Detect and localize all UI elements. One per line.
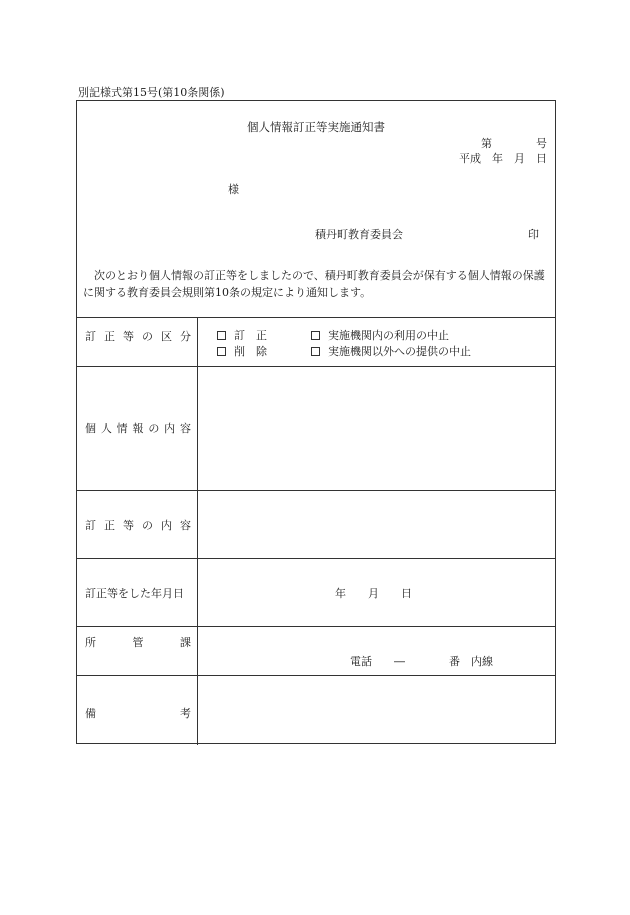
addressee-suffix: 様 bbox=[228, 183, 239, 196]
label-char: 分 bbox=[180, 330, 191, 343]
divider bbox=[77, 558, 555, 559]
label-char: 訂 bbox=[85, 330, 96, 343]
label-char: 等 bbox=[123, 519, 134, 532]
remarks-field[interactable] bbox=[198, 676, 556, 744]
label-char: 区 bbox=[161, 330, 172, 343]
label-char: 個 bbox=[85, 422, 96, 435]
document-date: 平成 年 月 日 bbox=[459, 152, 547, 165]
personal-info-label bbox=[85, 420, 191, 436]
label-char: 容 bbox=[180, 519, 191, 532]
phone-line[interactable]: 電話 ― 番 内線 bbox=[350, 655, 493, 668]
label-char: 内 bbox=[164, 422, 176, 435]
label-char: 報 bbox=[132, 422, 144, 435]
label-char: 訂 bbox=[85, 519, 96, 532]
label-char: の bbox=[142, 330, 153, 343]
document-title: 個人情報訂正等実施通知書 bbox=[247, 120, 385, 134]
correction-content-field[interactable] bbox=[198, 491, 556, 557]
option-stop-provision[interactable]: 実施機関以外への提供の中止 bbox=[311, 343, 471, 359]
divider bbox=[77, 317, 555, 318]
form-number: 別記様式第15号(第10条関係) bbox=[78, 86, 225, 99]
label-char: 内 bbox=[161, 519, 172, 532]
label-char: 正 bbox=[104, 330, 115, 343]
correction-date-label: 訂正等をした年月日 bbox=[85, 587, 184, 600]
remarks-label bbox=[85, 705, 191, 721]
label-char: 課 bbox=[180, 636, 191, 649]
label-char: 備 bbox=[85, 707, 96, 720]
checkbox-icon[interactable] bbox=[217, 347, 226, 356]
correction-content-label bbox=[85, 517, 191, 533]
label-char: の bbox=[142, 519, 153, 532]
checkbox-icon[interactable] bbox=[311, 331, 320, 340]
option-stop-use[interactable]: 実施機関内の利用の中止 bbox=[311, 327, 449, 343]
notice-body: 次のとおり個人情報の訂正等をしましたので、積丹町教育委員会が保有する個人情報の保護に関する教育委員会規則第10条の規定により通知します。 bbox=[83, 269, 545, 299]
label-char: 正 bbox=[104, 519, 115, 532]
label-char: 容 bbox=[179, 422, 191, 435]
label-char: 情 bbox=[116, 422, 128, 435]
label-char: 等 bbox=[123, 330, 134, 343]
label-char: の bbox=[148, 422, 160, 435]
document-number: 第 号 bbox=[481, 137, 547, 150]
checkbox-icon[interactable] bbox=[217, 331, 226, 340]
correction-type-label bbox=[85, 328, 191, 344]
option-correct[interactable]: 訂 正 bbox=[217, 327, 267, 343]
option-delete[interactable]: 削 除 bbox=[217, 343, 267, 359]
checkbox-icon[interactable] bbox=[311, 347, 320, 356]
department-label bbox=[85, 634, 191, 650]
label-char: 所 bbox=[85, 636, 96, 649]
seal-mark: 印 bbox=[528, 228, 539, 241]
issuer-name: 積丹町教育委員会 bbox=[315, 228, 403, 241]
notice-form bbox=[76, 100, 556, 744]
correction-date-value[interactable]: 年 月 日 bbox=[335, 587, 412, 600]
personal-info-field[interactable] bbox=[198, 367, 556, 489]
label-char: 管 bbox=[132, 636, 144, 649]
label-char: 人 bbox=[100, 422, 112, 435]
divider bbox=[77, 626, 555, 627]
label-char: 考 bbox=[180, 707, 191, 720]
